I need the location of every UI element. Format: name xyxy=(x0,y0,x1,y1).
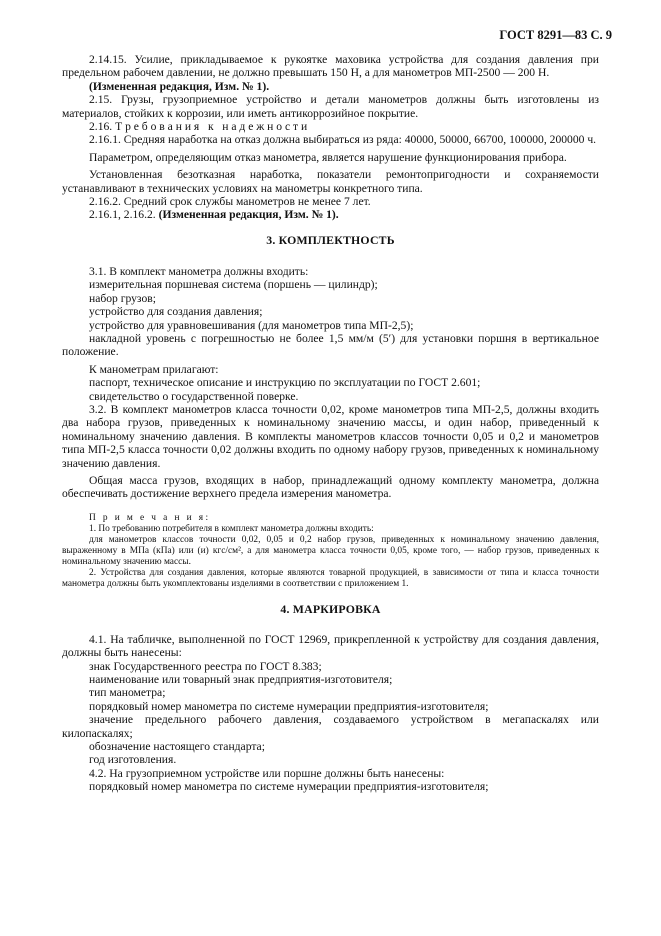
paragraph-4-2: 4.2. На грузоприемном устройстве или поршне должны быть нанесены: xyxy=(89,766,445,780)
document-page xyxy=(62,28,612,794)
section-title-completeness: 3. КОМПЛЕКТНОСТЬ xyxy=(266,232,395,247)
amendment-note: (Измененная редакция, Изм. № 1). xyxy=(158,208,339,222)
paragraph-reliability: Установленная безотказная наработка, показатели ремонтопригодности и сохраняемости устанавливают в технических условиях на манометры конкретного типа. xyxy=(62,168,599,195)
section-title-marking: 4. МАРКИРОВКА xyxy=(280,601,381,616)
list-item: значение предельного рабочего давления, создаваемого устройством в мегапаскалях или килопаскалях; xyxy=(62,713,599,740)
list-item: порядковый номер манометра по системе нумерации предприятия-изготовителя; xyxy=(89,780,489,794)
paragraph-3-1: 3.1. В комплект манометра должны входить: xyxy=(89,264,309,278)
paragraph-attachments: К манометрам прилагают: xyxy=(89,362,219,376)
paragraph-2-16-2: 2.16.2. Средний срок службы манометров не менее 7 лет. xyxy=(89,195,371,209)
paragraph-4-1: 4.1. На табличке, выполненной по ГОСТ 12969, прикрепленной к устройству для создания давления, должны быть нанесены: xyxy=(62,632,599,660)
list-item: знак Государственного реестра по ГОСТ 8.383; xyxy=(89,659,322,673)
paragraph-amendment-2-16 xyxy=(62,208,599,221)
list-item: наименование или товарный знак предприятия-изготовителя; xyxy=(89,673,393,686)
clause-refs: 2.16.1, 2.16.2. xyxy=(89,208,156,222)
list-item: год изготовления. xyxy=(89,753,177,767)
list-item: устройство для уравновешивания (для манометров типа МП-2,5); xyxy=(89,318,414,332)
note-item: для манометров классов точности 0,02, 0,05 и 0,2 набор грузов, приведенных к номинальному значению давления, выраженному в МПа (кПа) или (и) кгс/см², а для манометра класса точности 0,05, кроме того, — набор грузов, приведенных к номинальному значению массы. xyxy=(62,534,599,567)
paragraph-2-15: 2.15. Грузы, грузоприемное устройство и детали манометров должны быть изготовлены из материалов, стойких к коррозии, или иметь антикоррозийное покрытие. xyxy=(62,93,599,120)
note-item: 1. По требованию потребителя в комплект манометра должны входить: xyxy=(89,523,374,534)
paragraph-failure-parameter: Параметром, определяющим отказ манометра, является нарушение функционирования прибора. xyxy=(89,150,567,164)
amendment-note: (Измененная редакция, Изм. № 1). xyxy=(89,79,270,93)
list-item: набор грузов; xyxy=(89,291,156,305)
list-item: порядковый номер манометра по системе нумерации предприятия-изготовителя; xyxy=(89,699,489,713)
paragraph-3-2: 3.2. В комплект манометров класса точности 0,02, кроме манометров типа МП-2,5, должны входить два набора грузов, приведенных к номинальному значению массы, и один набор, приведенный к номинальному значению давления. В комплекты манометров классов точности 0,05 и 0,2 и манометров типа МП-2,5 класса точности 0,02 должны входить по одному набору грузов, приведенных к номинальному значению давления. xyxy=(62,402,599,470)
paragraph-2-14-15: 2.14.15. Усилие, прикладываемое к рукоятке маховика устройства для создания давления при предельном рабочем давлении, не должно превышать 150 Н, а для манометров МП-2500 — 200 Н. xyxy=(62,53,599,80)
list-item: тип манометра; xyxy=(89,686,166,700)
notes-title: П р и м е ч а н и я: xyxy=(89,512,211,523)
notes-block xyxy=(62,513,599,590)
list-item: накладной уровень с погрешностью не более 1,5 мм/м (5′) для установки поршня в вертикальное положение. xyxy=(62,331,599,359)
list-item: измерительная поршневая система (поршень — цилиндр); xyxy=(89,278,378,292)
list-item: обозначение настоящего стандарта; xyxy=(89,740,265,754)
paragraph-2-16-heading: 2.16. Т р е б о в а н и я к н а д е ж н о с т и xyxy=(89,120,308,134)
list-item: свидетельство о государственной поверке. xyxy=(89,389,299,403)
list-item: паспорт, техническое описание и инструкцию по эксплуатации по ГОСТ 2.601; xyxy=(89,376,481,390)
paragraph-total-mass: Общая масса грузов, входящих в набор, принадлежащий одному комплекту манометра, должна обеспечивать достижение верхнего предела измерения манометра. xyxy=(62,473,599,501)
paragraph-2-16-1: 2.16.1. Средняя наработка на отказ должна выбираться из ряда: 40000, 50000, 66700, 100000, 200000 ч. xyxy=(89,133,597,147)
note-item: 2. Устройства для создания давления, которые являются товарной продукцией, в зависимости от типа и класса точности манометра должны быть укомплектованы изделиями в соответствии с приложением 1. xyxy=(62,567,599,589)
page-header: ГОСТ 8291—83 С. 9 xyxy=(499,28,612,42)
list-item: устройство для создания давления; xyxy=(89,305,263,319)
